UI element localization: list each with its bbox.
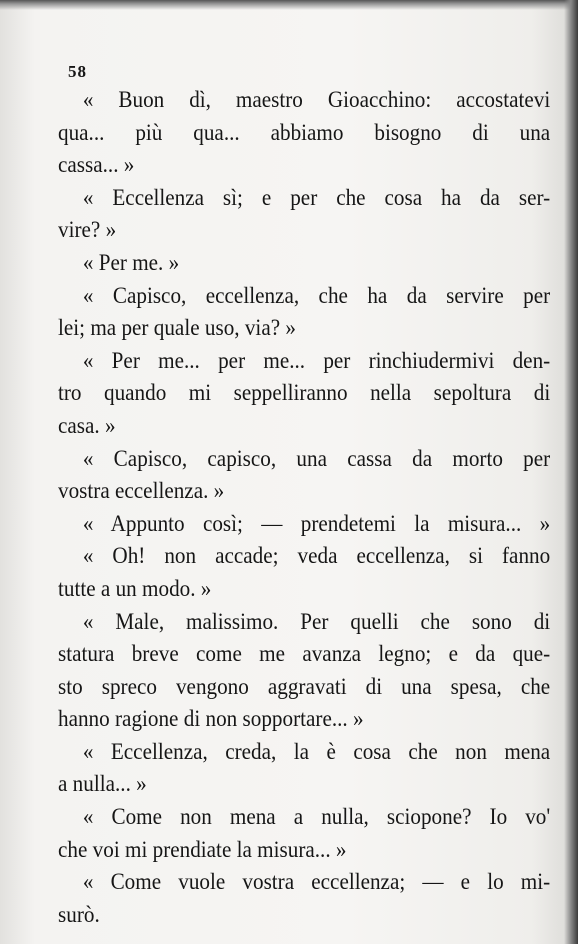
text-line: cassa... » [58,152,135,178]
text-line: surò. [58,901,100,927]
text-line: « Capisco, capisco, una cassa da morto per [82,445,551,471]
text-line: sto spreco vengono aggravati di una spesa, che [58,673,551,699]
text-line: « Eccellenza sì; e per che cosa ha da ser- [82,184,551,210]
text-line: « Per me... per me... per rinchiudermivi den- [82,347,551,373]
page-number: 58 [68,62,87,81]
text-line: « Eccellenza, creda, la è cosa che non mena [82,738,551,764]
page-binding-edge [564,0,578,944]
text-line: vire? » [58,217,117,243]
text-line: « Come vuole vostra eccellenza; — e lo mi- [82,869,551,895]
text-line: « Appunto così; — prendetemi la misura... » [82,510,551,536]
text-line: che voi mi prendiate la misura... » [58,836,347,862]
text-line: « Oh! non accade; veda eccellenza, si fanno [82,543,551,569]
text-line: qua... più qua... abbiamo bisogno di una [58,119,551,145]
text-line: « Buon dì, maestro Gioacchino: accostatevi [82,87,551,112]
text-line: « Male, malissimo. Per quelli che sono di [82,608,551,634]
text-line: lei; ma per quale uso, via? » [58,315,296,341]
text-line: statura breve come me avanza legno; e da que- [58,641,551,667]
page-top-shadow [0,0,578,10]
text-line: « Per me. » [82,249,180,275]
body-text [58,84,550,931]
text-line: tro quando mi seppelliranno nella sepoltura di [58,380,551,406]
text-line: vostra eccellenza. » [58,478,225,504]
text-line: tutte a un modo. » [58,575,212,601]
text-line: « Capisco, eccellenza, che ha da servire per [82,282,551,308]
text-line: a nulla... » [58,771,147,797]
text-line: « Come non mena a nulla, sciopone? Io vo' [82,804,551,830]
text-line: hanno ragione di non sopportare... » [58,706,364,732]
text-line: casa. » [58,412,116,438]
